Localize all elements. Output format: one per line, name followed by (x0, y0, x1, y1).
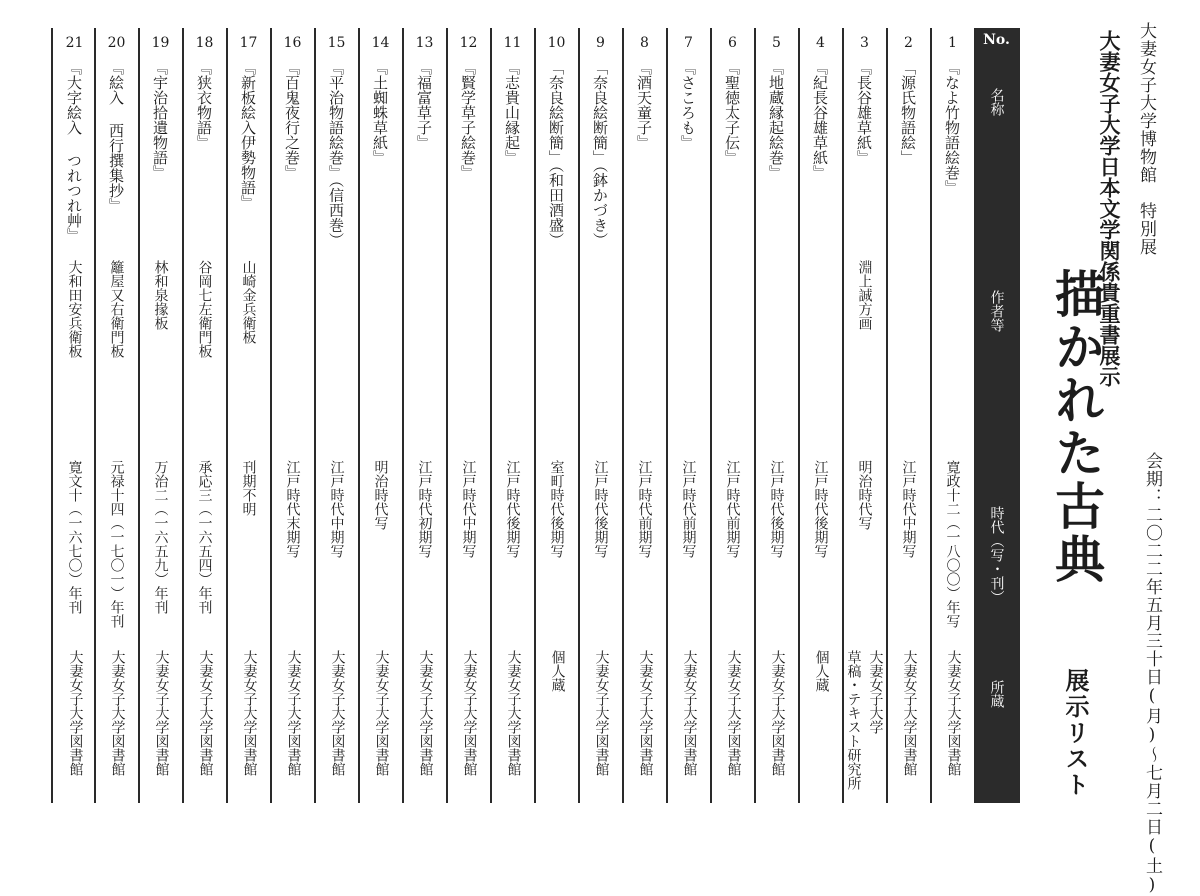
table-row (491, 28, 536, 803)
exhibit-subtitle: 大妻女子大学日本文学関係貴重書展示 (1097, 30, 1122, 387)
row-location: 大妻女子大学図書館 (461, 650, 478, 776)
row-name: 『賢学草子絵巻』 (459, 60, 477, 180)
row-name: 『新板絵入伊勢物語』 (239, 60, 257, 210)
row-location: 大妻女子大学図書館 (197, 650, 214, 776)
row-name: 『狭衣物語』 (195, 60, 213, 150)
row-name: 『福富草子』 (415, 60, 433, 150)
table-row (843, 28, 888, 803)
table-row (315, 28, 360, 803)
row-era: 江戸時代中期写 (328, 460, 345, 558)
table-row (51, 28, 96, 803)
row-era: 江戸時代初期写 (416, 460, 433, 558)
header-location: 所蔵 (988, 680, 1005, 708)
table-row (623, 28, 668, 803)
row-name: 『地蔵縁起絵巻』 (767, 60, 785, 180)
row-era: 寛政十二（一八〇〇）年写 (944, 460, 961, 628)
table-row (183, 28, 228, 803)
row-author: 淵上誠方画 (856, 260, 873, 330)
table-row (711, 28, 756, 803)
row-era: 室町時代後期写 (548, 460, 565, 558)
row-location: 大妻女子大学図書館 (637, 650, 654, 776)
row-name: 『酒天童子』 (635, 60, 653, 150)
table-row (403, 28, 448, 803)
row-era: 江戸時代前期写 (724, 460, 741, 558)
row-era: 承応三（一六五四）年刊 (196, 460, 213, 614)
header-no: No. (983, 32, 1010, 48)
row-location: 個人蔵 (813, 650, 830, 692)
row-era: 江戸時代中期写 (460, 460, 477, 558)
row-location: 大妻女子大学図書館 (901, 650, 918, 776)
row-era: 刊期不明 (240, 460, 257, 516)
header-era: 時代（写・刊） (988, 506, 1005, 604)
row-author: 谷岡七左衛門板 (196, 260, 213, 358)
row-no: 9 (596, 35, 605, 51)
row-location: 大妻女子大学 (867, 650, 884, 734)
row-name: 『宇治拾遺物語』 (151, 60, 169, 180)
row-name: 『長谷雄草紙』 (855, 60, 873, 165)
row-name: 『大字絵入 つれつれ艸』 (65, 60, 83, 243)
table-row (271, 28, 316, 803)
exhibit-period: 会期：二〇二二年五月三十日(月)～七月二日(土) (1142, 452, 1162, 896)
row-era: 江戸時代前期写 (680, 460, 697, 558)
exhibit-table (55, 28, 1021, 803)
row-era: 明治時代写 (856, 460, 873, 530)
row-no: 17 (239, 35, 258, 51)
row-era: 江戸時代中期写 (900, 460, 917, 558)
table-header-column (975, 28, 1020, 803)
row-era: 寛文十（一六七〇）年刊 (66, 460, 83, 614)
row-author: 大和田安兵衛板 (66, 260, 83, 358)
row-no: 10 (547, 35, 566, 51)
row-location: 大妻女子大学図書館 (417, 650, 434, 776)
row-no: 2 (904, 35, 913, 51)
row-location: 大妻女子大学図書館 (373, 650, 390, 776)
row-location: 大妻女子大学図書館 (153, 650, 170, 776)
row-no: 12 (459, 35, 478, 51)
table-row (447, 28, 492, 803)
row-no: 14 (371, 35, 390, 51)
row-era: 元禄十四（一七〇一）年刊 (108, 460, 125, 628)
row-name: 『絵入 西行撰集抄』 (107, 60, 125, 213)
row-name: 『平治物語絵巻』（信西巻） (327, 60, 345, 248)
table-row (535, 28, 580, 803)
row-name: 「奈良絵断簡」（和田酒盛） (547, 60, 565, 248)
row-era: 江戸時代後期写 (768, 460, 785, 558)
row-location: 大妻女子大学図書館 (505, 650, 522, 776)
row-location: 大妻女子大学図書館 (593, 650, 610, 776)
table-row (799, 28, 844, 803)
row-no: 15 (327, 35, 346, 51)
row-author: 山崎金兵衛板 (240, 260, 257, 344)
row-no: 5 (772, 35, 781, 51)
row-location: 大妻女子大学図書館 (769, 650, 786, 776)
row-era: 江戸時代前期写 (636, 460, 653, 558)
row-no: 19 (151, 35, 170, 51)
header-name: 名称 (988, 88, 1005, 116)
row-no: 18 (195, 35, 214, 51)
row-no: 21 (65, 35, 84, 51)
row-location: 大妻女子大学図書館 (109, 650, 126, 776)
table-row (931, 28, 976, 803)
row-name: 『志貴山縁起』 (503, 60, 521, 165)
row-name: 『土蜘蛛草紙』 (371, 60, 389, 165)
row-location: 大妻女子大学図書館 (329, 650, 346, 776)
row-location: 大妻女子大学図書館 (725, 650, 742, 776)
row-location: 大妻女子大学図書館 (241, 650, 258, 776)
row-location: 大妻女子大学図書館 (67, 650, 84, 776)
sponsor-label: 大妻女子大学博物館 特別展 (1136, 22, 1156, 256)
table-row (755, 28, 800, 803)
table-row (359, 28, 404, 803)
row-location-line2: 草稿・テキスト研究所 (845, 650, 862, 790)
row-name: 『紀長谷雄草紙』 (811, 60, 829, 180)
row-name: 「源氏物語絵」 (899, 60, 917, 165)
row-era: 江戸時代末期写 (284, 460, 301, 558)
row-no: 8 (640, 35, 649, 51)
row-author: 林和泉掾板 (152, 260, 169, 330)
row-no: 7 (684, 35, 693, 51)
row-name: 『さころも』 (679, 60, 697, 150)
row-location: 大妻女子大学図書館 (285, 650, 302, 776)
table-row (95, 28, 140, 803)
header-author: 作者等 (988, 290, 1005, 332)
row-no: 11 (503, 35, 522, 51)
row-no: 13 (415, 35, 434, 51)
row-name: 「奈良絵断簡」（鉢かづき） (591, 60, 609, 248)
row-no: 3 (860, 35, 869, 51)
row-no: 16 (283, 35, 302, 51)
row-location: 大妻女子大学図書館 (945, 650, 962, 776)
row-era: 明治時代写 (372, 460, 389, 530)
page-title: 描かれた古典 (1047, 268, 1106, 586)
row-era: 江戸時代後期写 (592, 460, 609, 558)
row-no: 1 (948, 35, 957, 51)
row-no: 4 (816, 35, 825, 51)
row-era: 江戸時代後期写 (812, 460, 829, 558)
row-no: 6 (728, 35, 737, 51)
table-row (887, 28, 932, 803)
table-row (579, 28, 624, 803)
row-location: 個人蔵 (549, 650, 566, 692)
row-no: 20 (107, 35, 126, 51)
row-name: 『聖徳太子伝』 (723, 60, 741, 165)
row-name: 『百鬼夜行之巻』 (283, 60, 301, 180)
row-era: 万治二（一六五九）年刊 (152, 460, 169, 614)
row-era: 江戸時代後期写 (504, 460, 521, 558)
row-location: 大妻女子大学図書館 (681, 650, 698, 776)
row-author: 籬屋又右衛門板 (108, 260, 125, 358)
row-name: 『なよ竹物語絵巻』 (943, 60, 961, 195)
table-row (139, 28, 184, 803)
table-row (227, 28, 272, 803)
table-row (667, 28, 712, 803)
list-heading: 展示リスト (1061, 668, 1090, 798)
